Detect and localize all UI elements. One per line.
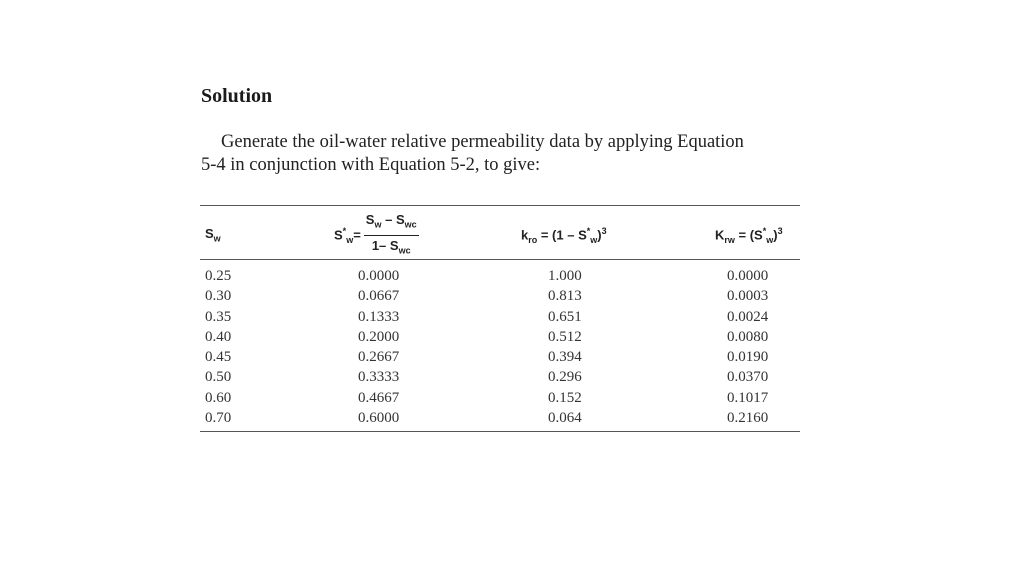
cell-sw: 0.70 (205, 410, 232, 427)
cell-sw-star: 0.0000 (358, 268, 400, 284)
header-kro: $k_{ro} = (1 - S^*_w)^3$ (521, 226, 607, 245)
cell-kro: 1.000 (548, 268, 582, 284)
cell-sw: 0.25 (205, 268, 232, 284)
header-formula-lhs: $S^*_w=$ (334, 225, 361, 245)
fraction-denominator: 1– $S_{wc}$ (371, 237, 411, 256)
cell-sw: 0.50 (205, 369, 232, 386)
table-row (200, 369, 800, 389)
header-sw: $S_w$ (205, 226, 221, 244)
cell-krw: 0.1017 (727, 389, 769, 406)
table-top-rule (200, 205, 800, 206)
permeability-table-body (200, 268, 800, 430)
table-row (200, 329, 800, 349)
cell-sw: 0.30 (205, 288, 232, 305)
cell-sw-star: 0.6000 (358, 410, 400, 427)
cell-krw: 0.0370 (727, 369, 769, 386)
section-heading: Solution (201, 85, 273, 107)
header-krw: $K_{rw} = (S^*_w)^3$ (715, 226, 783, 245)
cell-sw: 0.45 (205, 349, 232, 366)
cell-sw-star: 0.2000 (358, 328, 400, 345)
cell-sw-star: 0.4667 (358, 389, 400, 406)
intro-paragraph (201, 131, 811, 177)
intro-line-1: Generate the oil-water relative permeability data by applying Equation (221, 132, 744, 152)
table-header-rule (200, 259, 800, 260)
cell-kro: 0.813 (548, 288, 582, 305)
cell-kro: 0.651 (548, 308, 582, 325)
cell-kro: 0.064 (548, 410, 582, 427)
cell-sw-star: 0.1333 (358, 308, 400, 325)
cell-sw-star: 0.2667 (358, 349, 400, 366)
cell-krw: 0.0003 (727, 288, 769, 305)
table-row (200, 390, 800, 410)
cell-sw: 0.60 (205, 389, 232, 406)
table-row (200, 349, 800, 369)
table-bottom-rule (200, 431, 800, 432)
table-row (200, 309, 800, 329)
intro-line-2: 5-4 in conjunction with Equation 5-2, to give: (201, 155, 541, 175)
fraction-numerator: $S_w - S_{wc}$ (364, 212, 419, 236)
cell-sw: 0.40 (205, 328, 232, 345)
cell-krw: 0.0000 (727, 268, 769, 284)
cell-sw: 0.35 (205, 308, 232, 325)
cell-sw-star: 0.0667 (358, 288, 400, 305)
cell-kro: 0.512 (548, 328, 582, 345)
table-row (200, 410, 800, 430)
header-normalized-saturation (334, 212, 419, 258)
cell-krw: 0.2160 (727, 410, 769, 427)
cell-kro: 0.394 (548, 349, 582, 366)
cell-krw: 0.0190 (727, 349, 769, 366)
table-row (200, 288, 800, 308)
table-row (200, 268, 800, 288)
cell-sw-star: 0.3333 (358, 369, 400, 386)
cell-kro: 0.296 (548, 369, 582, 386)
cell-kro: 0.152 (548, 389, 582, 406)
cell-krw: 0.0080 (727, 328, 769, 345)
cell-krw: 0.0024 (727, 308, 769, 325)
header-formula-fraction (364, 212, 419, 258)
